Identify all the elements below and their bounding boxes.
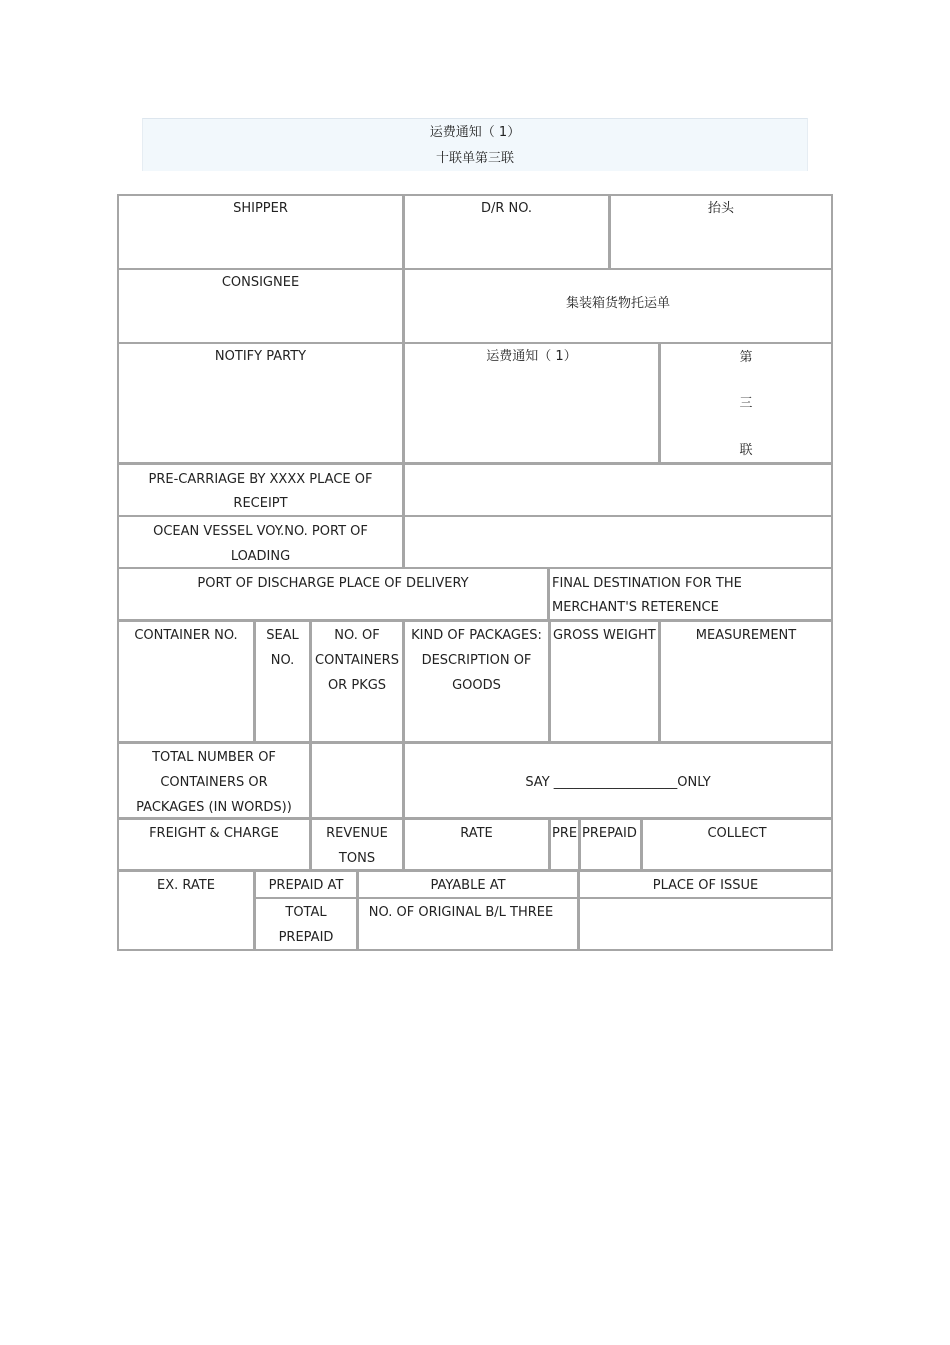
pre-carriage-label: PRE-CARRIAGE BY XXXX PLACE OF RECEIPT [148,472,373,511]
freight-charge-label: FREIGHT & CHARGE [149,826,279,841]
prepaid-at-label: PREPAID AT [268,878,344,893]
freight-notice-label: 运费通知（ 1） [486,349,577,364]
revenue-tons-label: REVENUE TONS [326,826,388,866]
copy-char-3: 联 [739,443,753,458]
prepaid-cell[interactable] [579,818,642,871]
place-of-issue-value[interactable] [578,897,833,951]
notify-party-cell[interactable] [117,342,404,464]
revenue-tons-cell[interactable] [310,818,404,871]
place-of-issue-label: PLACE OF ISSUE [652,878,759,893]
ex-rate-label: EX. RATE [157,878,215,893]
ocean-vessel-label: OCEAN VESSEL VOY.NO. PORT OF LOADING [153,524,368,564]
form-title: 运费通知（ 1） [429,125,521,140]
total-number-value[interactable] [310,742,404,819]
total-prepaid-cell[interactable] [254,897,358,951]
gross-weight-label: GROSS WEIGHT [553,628,656,643]
payable-at-label: PAYABLE AT [430,878,506,893]
original-bl-cell[interactable] [357,897,579,951]
measurement-label: MEASUREMENT [695,628,797,643]
freight-charge-cell[interactable] [117,818,311,871]
final-destination-cell[interactable] [548,567,833,621]
heading-cell[interactable] [609,194,833,270]
payable-at-cell[interactable] [357,870,579,899]
doc-type-cell [403,268,833,344]
no-containers-label: NO. OF CONTAINERS OR PKGS [315,628,399,693]
total-number-cell[interactable] [117,742,311,819]
pre-cell[interactable] [549,818,580,871]
container-no-cell[interactable] [117,620,255,743]
ocean-vessel-value[interactable] [403,515,833,569]
heading-label: 抬头 [707,201,734,216]
copy-char-2: 三 [739,396,753,411]
form-subtitle: 十联单第三联 [435,151,514,166]
prepaid-at-cell[interactable] [254,870,358,899]
consignee-label: CONSIGNEE [221,275,300,290]
say-only-cell[interactable] [403,742,833,819]
dr-no-label: D/R NO. [480,201,533,216]
form-header [142,118,808,171]
copy-number-cell [659,342,833,464]
collect-label: COLLECT [707,826,767,841]
seal-no-cell[interactable] [254,620,311,743]
rate-cell[interactable] [403,818,550,871]
measurement-cell[interactable] [659,620,833,743]
prepaid-label: PREPAID [582,826,637,841]
ex-rate-cell[interactable] [117,870,255,951]
kind-packages-label: KIND OF PACKAGES: DESCRIPTION OF GOODS [411,628,542,693]
notify-party-label: NOTIFY PARTY [214,349,307,364]
shipper-cell[interactable] [117,194,404,270]
dr-no-cell[interactable] [403,194,610,270]
port-discharge-label: PORT OF DISCHARGE PLACE OF DELIVERY [197,576,469,591]
collect-cell[interactable] [641,818,833,871]
final-destination-label: FINAL DESTINATION FOR THE MERCHANT'S RETERENCE [552,576,742,615]
no-containers-cell[interactable] [310,620,404,743]
consignee-cell[interactable] [117,268,404,344]
kind-packages-cell[interactable] [403,620,550,743]
freight-notice-cell [403,342,660,464]
gross-weight-cell[interactable] [549,620,660,743]
pre-carriage-cell[interactable] [117,463,404,517]
total-number-label: TOTAL NUMBER OF CONTAINERS OR PACKAGES (IN WORDS)) [136,750,292,815]
doc-type-label: 集装箱货物托运单 [565,296,670,311]
pre-carriage-value[interactable] [403,463,833,517]
total-prepaid-label: TOTAL PREPAID [278,905,334,945]
copy-char-1: 第 [739,350,753,365]
say-only-label: SAY ___________________ONLY [525,775,711,790]
container-no-label: CONTAINER NO. [134,628,238,643]
rate-label: RATE [460,826,493,841]
original-bl-label: NO. OF ORIGINAL B/L THREE [368,905,554,920]
port-discharge-cell[interactable] [117,567,549,621]
ocean-vessel-cell[interactable] [117,515,404,569]
place-of-issue-cell[interactable] [578,870,833,899]
seal-no-label: SEAL NO. [266,628,299,668]
shipper-label: SHIPPER [233,201,288,216]
pre-label: PRE [552,826,578,841]
